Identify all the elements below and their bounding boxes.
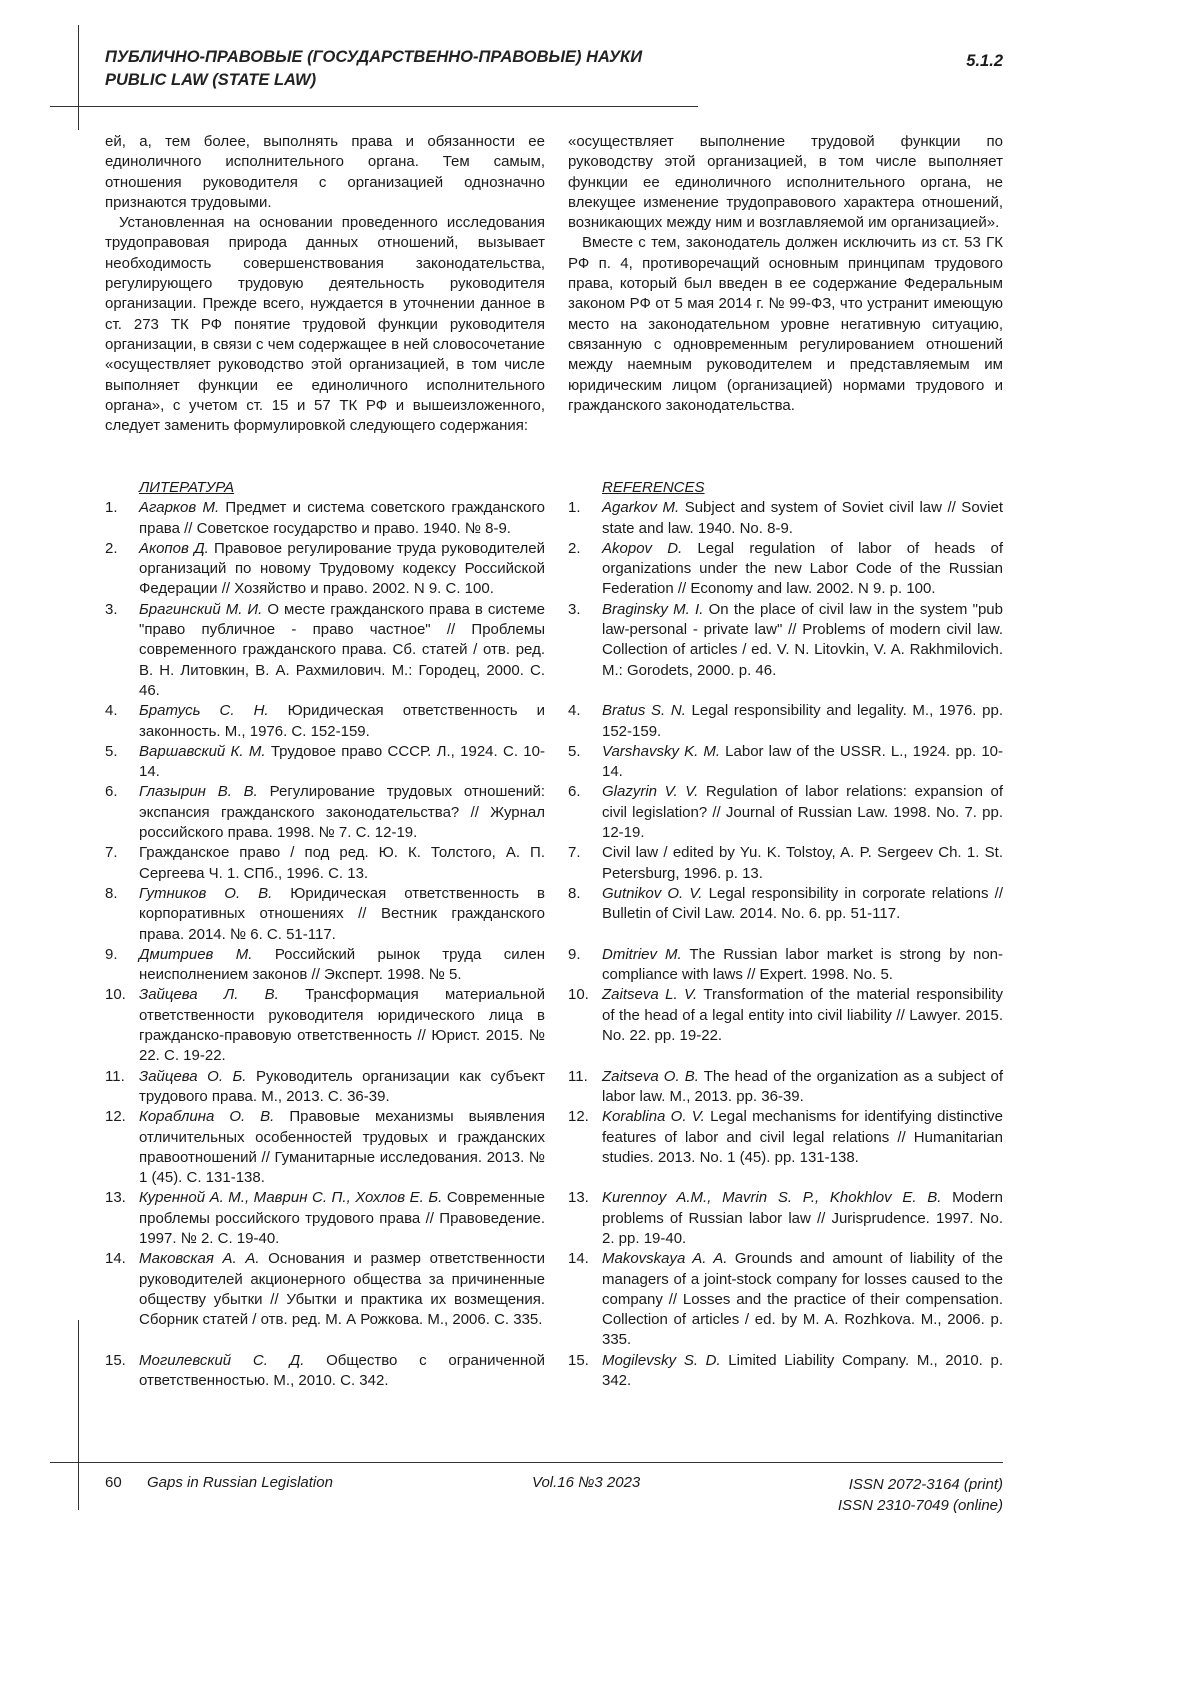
reference-item-en <box>568 884 1003 945</box>
volume-issue: Vol.16 №3 2023 <box>532 1474 640 1491</box>
reference-row <box>105 884 1003 945</box>
reference-title: Руководитель организации как субъект трудового права. М., 2013. С. 36-39. <box>139 1068 545 1105</box>
reference-item-en <box>568 742 1003 783</box>
reference-number: 4. <box>568 701 602 742</box>
reference-title: Labor law of the USSR. L., 1924. pp. 10-14. <box>602 743 1003 780</box>
reference-author: Брагинский М. И. <box>139 601 262 618</box>
reference-text <box>602 1067 1003 1108</box>
reference-text <box>139 600 545 701</box>
reference-text <box>602 1249 1003 1350</box>
reference-text <box>602 985 1003 1066</box>
reference-number: 10. <box>568 985 602 1066</box>
reference-text <box>602 600 1003 701</box>
reference-author: Kurennoy A.M., Mavrin S. P., Khokhlov E. B. <box>602 1189 941 1206</box>
reference-author: Зайцева О. Б. <box>139 1068 246 1085</box>
reference-item-ru <box>105 498 545 539</box>
paragraph: «осуществляет выполнение трудовой функции по руководству этой организацией, в том числе выполняет функции ее единоличного исполнительного органа, не влекущее изменение трудоправового характера отношений, возникающих между ним и возглавляемой им организацией». <box>568 132 1003 233</box>
reference-number: 3. <box>568 600 602 701</box>
reference-author: Гутников О. В. <box>139 885 272 902</box>
reference-title: Limited Liability Company. M., 2010. p. 342. <box>602 1352 1003 1389</box>
reference-text <box>602 498 1003 539</box>
issn-print: ISSN 2072-3164 (print) <box>838 1474 1003 1495</box>
reference-title: Трудовое право СССР. Л., 1924. С. 10-14. <box>139 743 545 780</box>
reference-number: 10. <box>105 985 139 1066</box>
reference-text <box>139 945 545 986</box>
reference-row <box>105 945 1003 986</box>
reference-author: Акопов Д. <box>139 540 209 557</box>
reference-row <box>105 1067 1003 1108</box>
reference-row <box>105 782 1003 843</box>
reference-item-ru <box>105 1351 545 1392</box>
reference-row <box>105 701 1003 742</box>
reference-text <box>139 1351 545 1392</box>
reference-title: Legal responsibility in corporate relations // Bulletin of Civil Law. 2014. No. 6. pp. 51-117. <box>602 885 1003 922</box>
reference-author: Маковская А. А. <box>139 1250 260 1267</box>
reference-row <box>105 600 1003 701</box>
reference-row <box>105 985 1003 1066</box>
reference-number: 11. <box>105 1067 139 1108</box>
reference-title: Регулирование трудовых отношений: экспансия гражданского законодательства? // Журнал российского права. 1998. № 7. С. 12-19. <box>139 783 545 841</box>
reference-item-en <box>568 985 1003 1066</box>
reference-item-en <box>568 1249 1003 1350</box>
reference-author: Дмитриев М. <box>139 946 252 963</box>
reference-author: Агарков М. <box>139 499 219 516</box>
reference-number: 14. <box>568 1249 602 1350</box>
running-header <box>105 46 642 92</box>
reference-item-ru <box>105 1067 545 1108</box>
reference-title: Legal mechanisms for identifying distinctive features of labor and civil legal relations // Humanitarian studies. 2013. No. 1 (45). pp. 131-138. <box>602 1108 1003 1166</box>
reference-title: Трансформация материальной ответственности руководителя юридического лица в гражданско-правовую ответственность // Юрист. 2015. № 22. С. 19-22. <box>139 986 545 1064</box>
reference-number: 8. <box>568 884 602 945</box>
reference-author: Zaitseva L. V. <box>602 986 697 1003</box>
reference-number: 2. <box>568 539 602 600</box>
reference-number: 6. <box>568 782 602 843</box>
reference-author: Makovskaya A. A. <box>602 1250 727 1267</box>
reference-text <box>139 1249 545 1350</box>
reference-number: 7. <box>105 843 139 884</box>
reference-title: Legal responsibility and legality. M., 1976. pp. 152-159. <box>602 702 1003 739</box>
paragraph: Установленная на основании проведенного исследования трудоправовая природа данных отношений, вызывает необходимость совершенствования законодательства, регулирующего трудовую деятельность руководителя организации. Прежде всего, нуждается в уточнении данное в ст. 273 ТК РФ понятие трудовой функции руководителя организации, в связи с чем содержащее в ней словосочетание «осуществляет руководство этой организацией, в том числе выполняет функции ее единоличного исполнительного органа», с учетом ст. 15 и 57 ТК РФ и вышеизложенного, следует заменить формулировкой следующего содержания: <box>105 213 545 436</box>
header-vertical-rule <box>78 25 79 130</box>
reference-text <box>602 1107 1003 1188</box>
reference-item-en <box>568 782 1003 843</box>
reference-text <box>602 701 1003 742</box>
reference-number: 6. <box>105 782 139 843</box>
reference-item-ru <box>105 1249 545 1350</box>
reference-text <box>139 701 545 742</box>
reference-row <box>105 1249 1003 1350</box>
reference-item-en <box>568 498 1003 539</box>
reference-author: Братусь С. Н. <box>139 702 269 719</box>
header-title-en: PUBLIC LAW (STATE LAW) <box>105 69 642 92</box>
reference-text <box>139 1107 545 1188</box>
reference-number: 1. <box>568 498 602 539</box>
reference-row <box>105 843 1003 884</box>
reference-text <box>602 884 1003 945</box>
body-left-column <box>105 132 545 436</box>
reference-row <box>105 539 1003 600</box>
reference-item-en <box>568 1188 1003 1249</box>
reference-item-ru <box>105 945 545 986</box>
reference-title: The head of the organization as a subject of labor law. M., 2013. pp. 36-39. <box>602 1068 1003 1105</box>
reference-row <box>105 742 1003 783</box>
reference-text <box>602 1188 1003 1249</box>
references-section <box>105 478 1003 1391</box>
reference-text <box>139 843 545 884</box>
reference-author: Bratus S. N. <box>602 702 686 719</box>
reference-number: 9. <box>105 945 139 986</box>
reference-author: Varshavsky K. M. <box>602 743 720 760</box>
footer-vertical-rule <box>78 1320 79 1510</box>
reference-item-en <box>568 1067 1003 1108</box>
reference-author: Glazyrin V. V. <box>602 783 698 800</box>
reference-number: 12. <box>568 1107 602 1188</box>
reference-number: 1. <box>105 498 139 539</box>
reference-number: 15. <box>105 1351 139 1392</box>
reference-item-en <box>568 600 1003 701</box>
reference-title: Grounds and amount of liability of the managers of a joint-stock company for losses caused to the company // Losses and the practice of their compensation. Collection of articles / ed. by M. A. Rozhkova. M., 2006. p. 335. <box>602 1250 1003 1348</box>
reference-number: 4. <box>105 701 139 742</box>
section-code: 5.1.2 <box>966 52 1003 71</box>
reference-number: 3. <box>105 600 139 701</box>
reference-author: Куренной А. М., Маврин С. П., Хохлов Е. Б. <box>139 1189 442 1206</box>
footer-horizontal-rule <box>50 1462 1003 1463</box>
reference-title: Правовые механизмы выявления отличительных особенностей трудовых и гражданских правоотношений // Гуманитарные исследования. 2013. № 1 (45). С. 131-138. <box>139 1108 545 1186</box>
reference-title: Основания и размер ответственности руководителей акционерного общества за причиненные обществу убытки // Убытки и практика их возмещения. Сборник статей / отв. ред. М. А Рожкова. М., 2006. С. 335. <box>139 1250 545 1328</box>
reference-title: Legal regulation of labor of heads of organizations under the new Labor Code of the Russian Federation // Economy and law. 2002. N 9. p. 100. <box>602 540 1003 598</box>
reference-title: On the place of civil law in the system "pub law-personal - private law" // Problems of modern civil law. Collection of articles / ed. V. N. Litovkin, V. A. Rakhmilovich. M.: Gorodets, 2000. p. 46. <box>602 601 1003 679</box>
reference-author: Agarkov M. <box>602 499 679 516</box>
reference-item-en <box>568 1351 1003 1392</box>
reference-text <box>602 782 1003 843</box>
reference-author: Могилевский С. Д. <box>139 1352 304 1369</box>
reference-title: Юридическая ответственность в корпоративных отношениях // Вестник гражданского права. 2014. № 6. С. 51-117. <box>139 885 545 943</box>
journal-name-text: Gaps in Russian Legislation <box>147 1474 333 1491</box>
reference-title: Правовое регулирование труда руководителей организаций по новому Трудовому кодексу Российской Федерации // Хозяйство и право. 2002. N 9. С. 100. <box>139 540 545 598</box>
issn-block <box>838 1474 1003 1516</box>
reference-item-ru <box>105 884 545 945</box>
reference-row <box>105 498 1003 539</box>
reference-item-ru <box>105 843 545 884</box>
reference-title: Общество с ограниченной ответственностью. М., 2010. С. 342. <box>139 1352 545 1389</box>
reference-title: Юридическая ответственность и законность. М., 1976. С. 152-159. <box>139 702 545 739</box>
header-title-ru: ПУБЛИЧНО-ПРАВОВЫЕ (ГОСУДАРСТВЕННО-ПРАВОВЫЕ) НАУКИ <box>105 46 642 69</box>
reference-item-ru <box>105 1107 545 1188</box>
reference-number: 5. <box>568 742 602 783</box>
reference-text <box>139 884 545 945</box>
reference-row <box>105 1107 1003 1188</box>
paragraph: ей, а, тем более, выполнять права и обязанности ее единоличного исполнительного органа. Тем самым, отношения руководителя с организацией однозначно признаются трудовыми. <box>105 132 545 213</box>
reference-author: Dmitriev M. <box>602 946 682 963</box>
references-heading-en: REFERENCES <box>568 478 1003 498</box>
reference-author: Зайцева Л. В. <box>139 986 279 1003</box>
reference-text <box>139 1188 545 1249</box>
reference-number: 15. <box>568 1351 602 1392</box>
paragraph: Вместе с тем, законодатель должен исключить из ст. 53 ГК РФ п. 4, противоречащий основным принципам трудового права, который был введен в ее содержание Федеральным законом РФ от 5 мая 2014 г. № 99-ФЗ, что устранит имеющую место на законодательном уровне негативную ситуацию, связанную с одновременным регулированием отношений между наемным руководителем и представляемым им юридическим лицом (организацией) нормами трудового и гражданского законодательства. <box>568 233 1003 416</box>
reference-text <box>139 498 545 539</box>
reference-title: Modern problems of Russian labor law // Jurisprudence. 1997. No. 2. pp. 19-40. <box>602 1189 1003 1247</box>
reference-item-en <box>568 539 1003 600</box>
reference-text <box>602 843 1003 884</box>
references-heading-ru: ЛИТЕРАТУРА <box>105 478 545 498</box>
reference-item-ru <box>105 985 545 1066</box>
reference-text <box>139 985 545 1066</box>
reference-title: Subject and system of Soviet civil law // Soviet state and law. 1940. No. 8-9. <box>602 499 1003 536</box>
reference-item-ru <box>105 742 545 783</box>
reference-number: 8. <box>105 884 139 945</box>
reference-title: Предмет и система советского гражданского права // Советское государство и право. 1940. № 8-9. <box>139 499 545 536</box>
reference-item-ru <box>105 1188 545 1249</box>
page-number: 60 <box>105 1474 122 1491</box>
reference-number: 14. <box>105 1249 139 1350</box>
reference-text <box>602 945 1003 986</box>
reference-item-en <box>568 945 1003 986</box>
reference-title: Civil law / edited by Yu. K. Tolstoy, A. P. Sergeev Ch. 1. St. Petersburg, 1996. p. 13. <box>602 844 1003 881</box>
reference-item-en <box>568 701 1003 742</box>
reference-item-ru <box>105 539 545 600</box>
reference-title: Transformation of the material responsibility of the head of a legal entity into civil liability // Lawyer. 2015. No. 22. pp. 19-22. <box>602 986 1003 1044</box>
reference-number: 9. <box>568 945 602 986</box>
reference-text <box>602 742 1003 783</box>
reference-number: 13. <box>105 1188 139 1249</box>
reference-row <box>105 1351 1003 1392</box>
reference-author: Braginsky M. I. <box>602 601 703 618</box>
reference-text <box>139 1067 545 1108</box>
reference-author: Gutnikov O. V. <box>602 885 702 902</box>
reference-item-en <box>568 843 1003 884</box>
body-right-column <box>568 132 1003 416</box>
reference-author: Korablina O. V. <box>602 1108 705 1125</box>
reference-author: Варшавский К. М. <box>139 743 266 760</box>
reference-item-en <box>568 1107 1003 1188</box>
reference-item-ru <box>105 600 545 701</box>
reference-text <box>602 539 1003 600</box>
reference-title: The Russian labor market is strong by non-compliance with laws // Expert. 1998. No. 5. <box>602 946 1003 983</box>
reference-title: Regulation of labor relations: expansion of civil legislation? // Journal of Russian Law. 1998. No. 7. pp. 12-19. <box>602 783 1003 841</box>
journal-name <box>147 1474 333 1491</box>
reference-number: 2. <box>105 539 139 600</box>
reference-title: Гражданское право / под ред. Ю. К. Толстого, А. П. Сергеева Ч. 1. СПб., 1996. С. 13. <box>139 844 545 881</box>
issn-online: ISSN 2310-7049 (online) <box>838 1495 1003 1516</box>
reference-number: 13. <box>568 1188 602 1249</box>
reference-author: Глазырин В. В. <box>139 783 258 800</box>
reference-number: 12. <box>105 1107 139 1188</box>
reference-title: Российский рынок труда силен неисполнением законов // Эксперт. 1998. № 5. <box>139 946 545 983</box>
reference-text <box>139 742 545 783</box>
reference-text <box>139 782 545 843</box>
reference-author: Mogilevsky S. D. <box>602 1352 721 1369</box>
reference-number: 7. <box>568 843 602 884</box>
reference-item-ru <box>105 701 545 742</box>
reference-text <box>139 539 545 600</box>
header-horizontal-rule <box>50 106 698 107</box>
reference-author: Akopov D. <box>602 540 682 557</box>
reference-title: О месте гражданского права в системе "право публичное - право частное" // Проблемы современного гражданского права. Сб. статей / отв. ред. В. Н. Литовкин, В. А. Рахмилович. М.: Городец, 2000. С. 46. <box>139 601 545 699</box>
reference-item-ru <box>105 782 545 843</box>
reference-number: 5. <box>105 742 139 783</box>
reference-row <box>105 1188 1003 1249</box>
reference-title: Современные проблемы российского трудового права // Правоведение. 1997. № 2. С. 19-40. <box>139 1189 545 1247</box>
reference-number: 11. <box>568 1067 602 1108</box>
reference-author: Кораблина О. В. <box>139 1108 274 1125</box>
reference-text <box>602 1351 1003 1392</box>
reference-author: Zaitseva O. B. <box>602 1068 699 1085</box>
